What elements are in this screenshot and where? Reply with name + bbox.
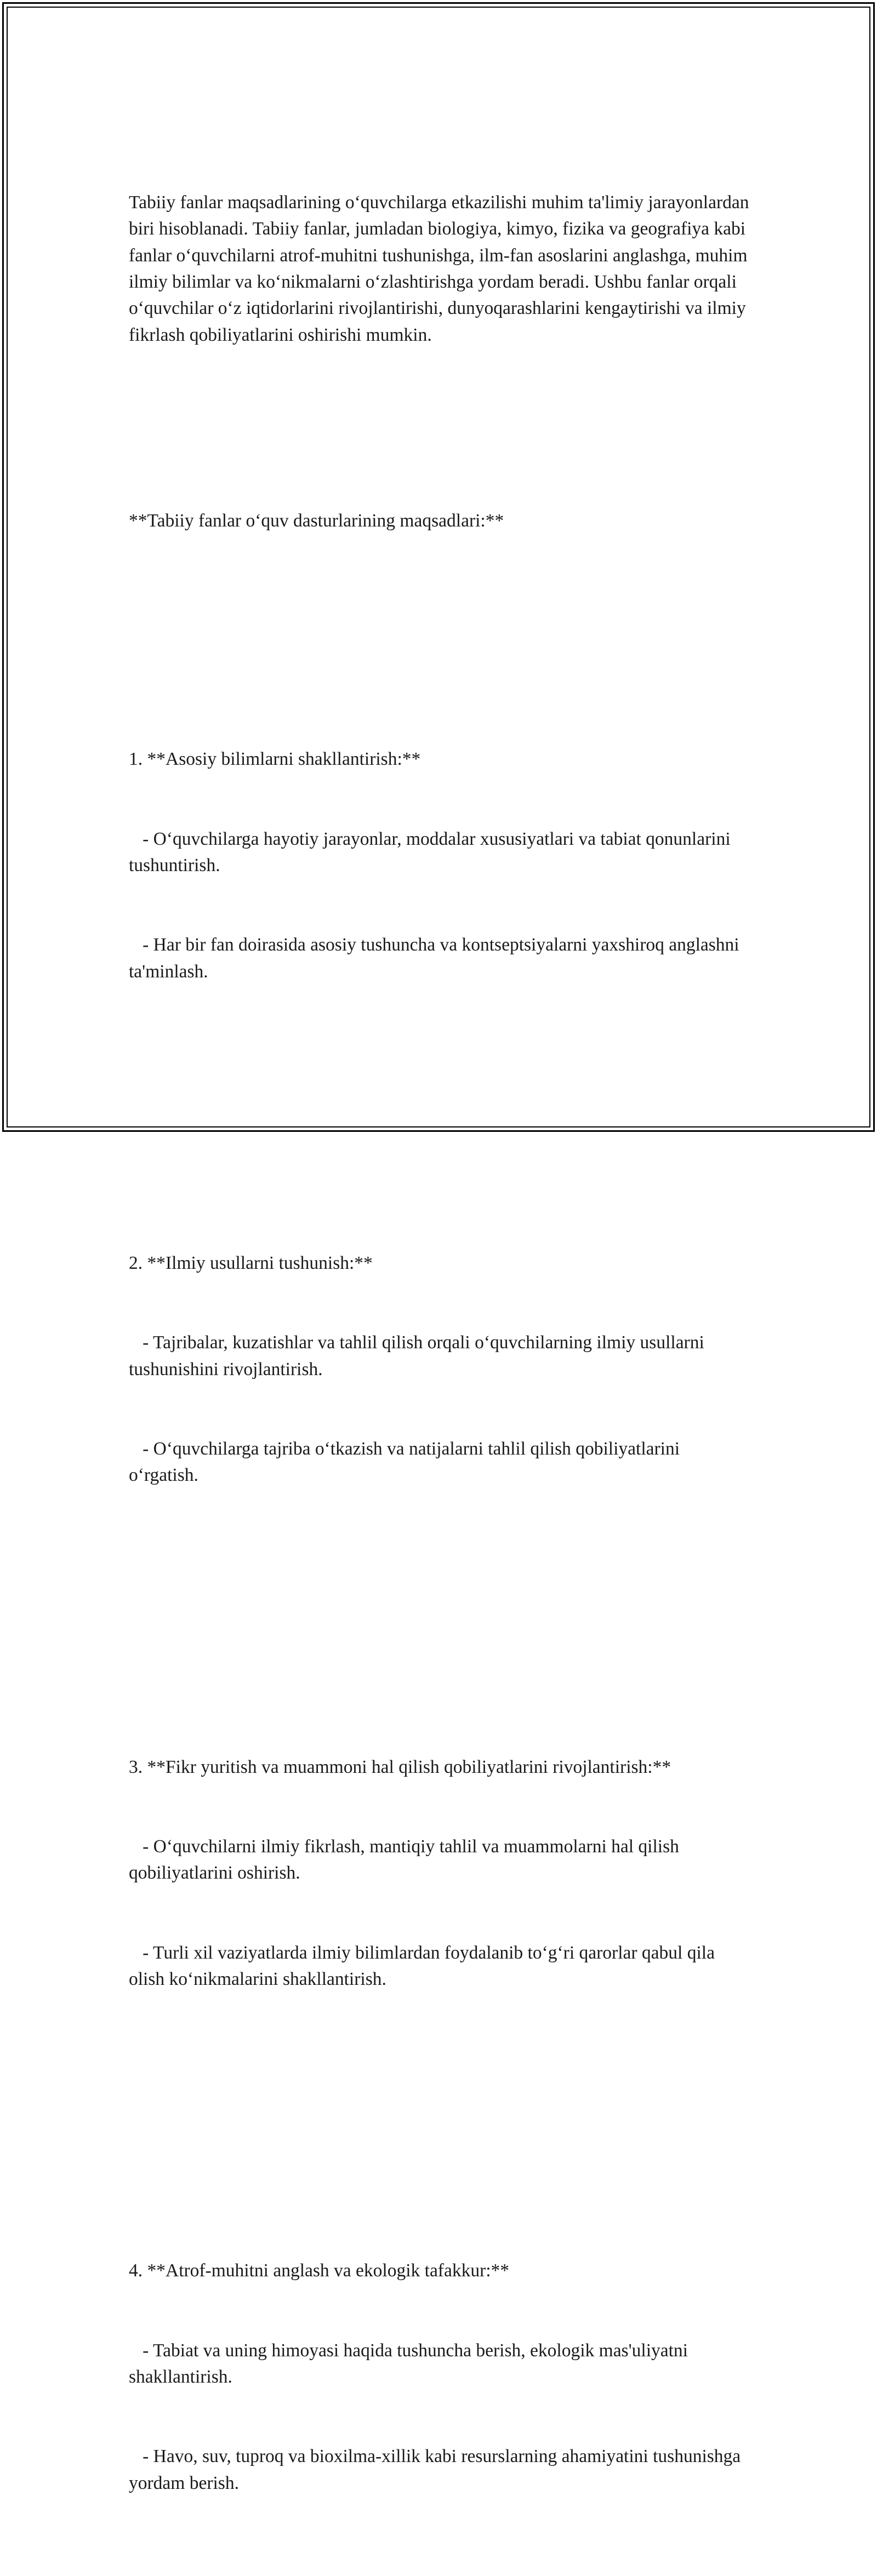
spacer [129,1091,754,1118]
section-3 [129,1701,754,2046]
bullet-item: - Har bir fan doirasida asosiy tushuncha va kontseptsiyalarni yaxshiroq anglashni ta'minlash. [129,935,744,982]
bullet-item: - O‘quvchilarga hayotiy jarayonlar, moddalar xususiyatlari va tabiat qonunlarini tushuntirish. [129,828,736,875]
section-4 [129,2205,754,2550]
bullet-item: - O‘quvchilarni ilmiy fikrlash, mantiqiy tahlil va muammolarni hal qilish qobiliyatlarini oshirish. [129,1836,684,1884]
bullet-item: - Tabiat va uning himoyasi haqida tushuncha berish, ekologik mas'uliyatni shakllantirish. [129,2340,693,2388]
document-body [129,136,754,2576]
bullet-item: - Tajribalar, kuzatishlar va tahlil qilish orqali o‘quvchilarning ilmiy usullarni tushunishini rivojlantirish. [129,1332,709,1379]
section-heading: **Tabiiy fanlar o‘quv dasturlarining maqsadlari:** [129,510,504,531]
spacer [129,587,754,614]
bullet-item: - O‘quvchilarga tajriba o‘tkazish va natijalarni tahlil qilish qobiliyatlarini o‘rgatish. [129,1438,685,1486]
spacer [129,2099,754,2125]
bullet-item: - Turli xil vaziyatlarda ilmiy bilimlardan foydalanib to‘g‘ri qarorlar qabul qila olish ko‘nikmalarini shakllantirish. [129,1942,720,1989]
section-1 [129,694,754,1038]
intro-paragraph: Tabiiy fanlar maqsadlarining o‘quvchilarga etkazilishi muhim ta'limiy jarayonlardan biri hisoblanadi. Tabiiy fanlar, jumladan biologiya, kimyo, fizika va geografiya kabi fanlar o‘quvchilarni atrof-muhitni tushunishga, ilm-fan asoslarini anglashga, muhim ilmiy bilimlar va ko‘nikmalarni o‘zlashtirishga yordam beradi. Ushbu fanlar orqali o‘quvchilar o‘z iqtidorlarini rivojlantirishi, dunyoqarashlarini kengaytirishi va ilmiy fikrlash qobiliyatlarini oshirishi mumkin. [129,192,754,345]
section-title: 1. **Asosiy bilimlarni shakllantirish:** [129,749,421,770]
spacer [129,402,754,428]
section-2 [129,1197,754,1542]
section-title: 2. **Ilmiy usullarni tushunish:** [129,1253,373,1274]
bullet-item: - Havo, suv, tuproq va bioxilma-xillik kabi resurslarning ahamiyatini tushunishga yordam berish. [129,2446,745,2493]
spacer [129,1595,754,1621]
section-title: 3. **Fikr yuritish va muammoni hal qilish qobiliyatlarini rivojlantirish:** [129,1756,671,1777]
section-title: 4. **Atrof-muhitni anglash va ekologik tafakkur:** [129,2260,510,2281]
